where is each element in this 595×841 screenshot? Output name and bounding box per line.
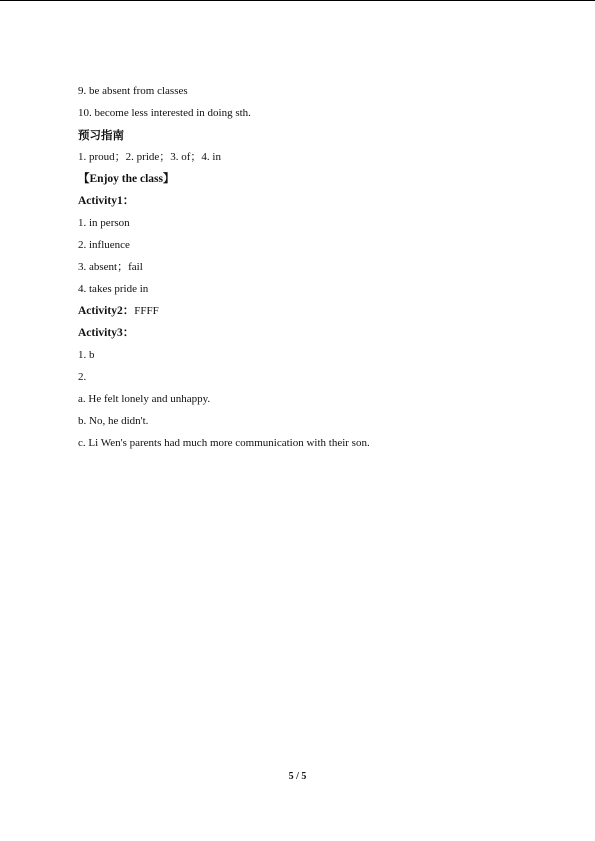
answer-line-10: 10. become less interested in doing sth. (78, 107, 251, 119)
activity1-answer-3: 3. absent；fail (78, 261, 143, 273)
activity2-answers: FFFF (134, 305, 159, 317)
activity1-answer-1: 1. in person (78, 217, 130, 229)
activity2-heading: Activity2： (78, 305, 135, 317)
page-number: 5 / 5 (288, 771, 307, 782)
activity2-line (78, 300, 538, 322)
section-heading-enjoy-the-class: 【Enjoy the class】 (78, 173, 175, 185)
activity1-answer-4: 4. takes pride in (78, 283, 149, 295)
section-heading-preview-guide: 预习指南 (78, 128, 124, 142)
document-body (78, 80, 538, 454)
activity3-answer-2b: b. No, he didn't. (78, 415, 149, 427)
activity3-answer-2c: c. Li Wen's parents had much more communication with their son. (78, 437, 370, 449)
activity1-answer-2: 2. influence (78, 239, 130, 251)
answer-line-9: 9. be absent from classes (78, 85, 188, 97)
activity3-answer-2a: a. He felt lonely and unhappy. (78, 393, 211, 405)
activity3-heading: Activity3： (78, 327, 135, 339)
header-rule (0, 0, 595, 1)
activity3-answer-1: 1. b (78, 349, 95, 361)
preview-answers: 1. proud；2. pride；3. of；4. in (78, 151, 221, 163)
activity1-heading: Activity1： (78, 195, 135, 207)
activity3-answer-2: 2. (78, 371, 87, 383)
